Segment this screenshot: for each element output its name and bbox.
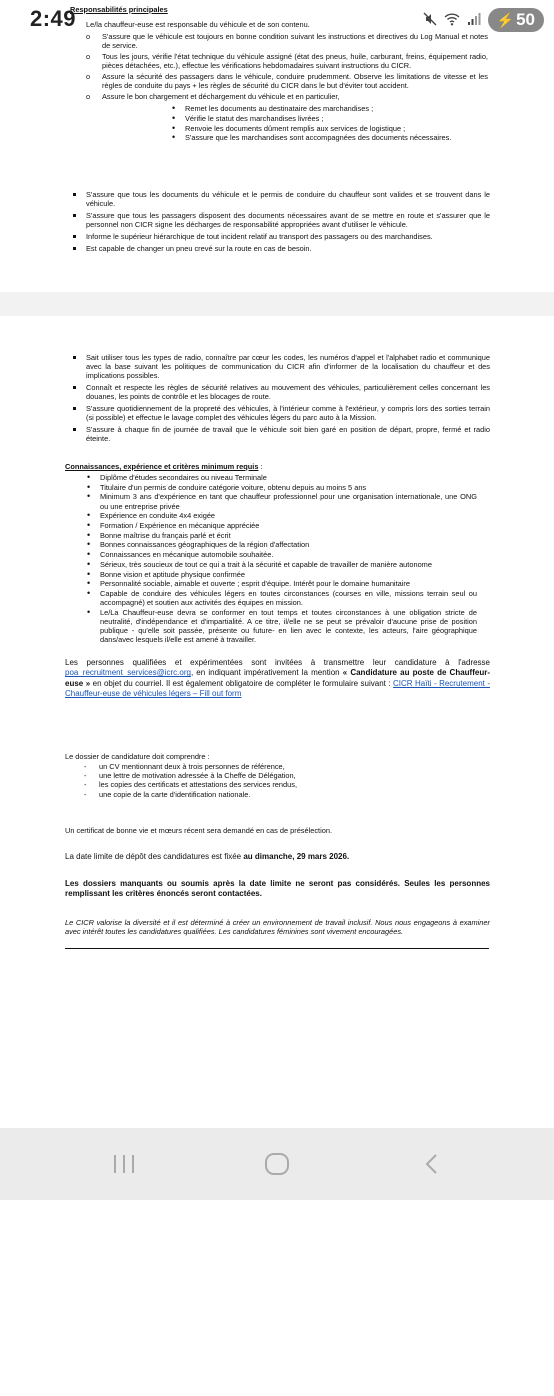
criteria-colon: : [258, 462, 263, 471]
dossier-intro: Le dossier de candidature doit comprendre : [65, 752, 210, 761]
list-item: • Remet les documents au destinataire des marchandises ; [172, 104, 488, 113]
list-item-text: une copie de la carte d'identification nationale. [99, 789, 251, 799]
list-item: S'assure à chaque fin de journée de travail que le véhicule soit bien garé en position de départ, propre, fermé et radio éteinte. [72, 425, 490, 443]
recruitment-email-link[interactable]: poa_recruitment_services@icrc.org [65, 668, 191, 678]
certificate-note: Un certificat de bonne vie et mœurs récent sera demandé en cas de présélection. [65, 826, 333, 835]
list-item: • Bonnes connaissances géographiques de la région d'affectation [87, 540, 477, 549]
list-item: • Le/La Chauffeur-euse devra se conformer en tout temps et toutes circonstances à une obligation stricte de neutralité, d'indépendance et d'impartialité. A ce titre, il/elle ne se peut se prévaloir d'aucune prise de position publique - qu'elle soit passée, présente ou future- en lien avec le contexte, les acteurs, l'aire géographique dans/avec lesquels il/elle est amené à travailler. [87, 608, 477, 645]
main-responsibilities-list [72, 190, 490, 255]
list-item: • Connaissances en mécanique automobile souhaitée. [87, 550, 477, 559]
document-page-1 [0, 0, 554, 292]
list-item-text: un CV mentionnant deux à trois personnes de référence, [99, 762, 285, 771]
list-item: Est capable de changer un pneu crevé sur la route en cas de besoin. [72, 244, 490, 253]
section-title-responsibilities: Responsabilités principales [70, 5, 168, 14]
list-item: o Assure la sécurité des passagers dans le véhicule, conduire prudemment. Observe les limitations de vitesse et les règles de conduite du pays + les règles de sécurité du CICR dans le but d'éviter tout accident. [86, 72, 488, 90]
list-item: S'assure quotidiennement de la propreté des véhicules, à l'intérieur comme à l'extérieur, y compris lors des sorties terrain (si possible) et effectue le lavage complet des véhicules légers du parc auto à la Mission. [72, 404, 490, 422]
back-button[interactable] [420, 1152, 450, 1176]
list-item: o Assure le bon chargement et déchargement du véhicule et en particulier, [86, 92, 488, 101]
battery-icon: ⚡ 50 [488, 8, 544, 32]
recents-button[interactable] [111, 1152, 141, 1176]
list-item: • Formation / Expérience en mécanique appréciée [87, 521, 477, 530]
list-item: - une lettre de motivation adressée à la Cheffe de Délégation, [84, 771, 296, 781]
application-form-link[interactable]: CICR Haïti - Recrutement - Chauffeur-euse de véhicules légers – Fill out form [65, 678, 490, 699]
warning-note: Les dossiers manquants ou soumis après la date limite ne seront pas considérés. Seules les personnes remplissant les critères énoncés seront contactées. [65, 879, 490, 899]
status-bar [0, 0, 554, 40]
apply-text: en objet du courriel. Il est également obligatoire de compléter le formulaire suivant : [90, 678, 394, 688]
list-item: Informe le supérieur hiérarchique de tout incident relatif au transport des passagers ou des marchandises. [72, 232, 490, 241]
list-item: • Diplôme d'études secondaires ou niveau Terminale [87, 473, 477, 482]
list-item-text: les copies des certificats et attestations des services rendus, [99, 780, 297, 790]
diversity-statement: Le CICR valorise la diversité et il est déterminé à créer un environnement de travail inclusif. Nous nous engageons à examiner avec intérêt toutes les candidatures qualifiées. Les candidatures féminines sont vivement encouragées. [65, 918, 490, 937]
list-item: • Titulaire d'un permis de conduire catégorie voiture, obtenu depuis au moins 5 ans [87, 483, 477, 492]
footer-divider [65, 948, 489, 949]
intro-line: Le/la chauffeur-euse est responsable du véhicule et de son contenu. [86, 20, 310, 29]
application-paragraph [65, 658, 490, 700]
list-item: - un CV mentionnant deux à trois personnes de référence, [84, 762, 285, 771]
criteria-title: Connaissances, expérience et critères minimum requis [65, 462, 259, 471]
list-item: Sait utiliser tous les types de radio, connaître par cœur les codes, les numéros d'appel et l'alphabet radio et communique avec la base suivant les politiques de communication du CICR afin d'informer de la localisation du chauffeur et des implications possibles. [72, 353, 490, 381]
criteria-heading [65, 462, 263, 471]
list-item: • Sérieux, très soucieux de tout ce qui a trait à la sécurité et capable de travailler de manière autonome [87, 560, 477, 569]
battery-level: 50 [516, 10, 535, 29]
status-clock: 2:49 [30, 6, 77, 31]
navigation-bar [0, 1128, 554, 1200]
list-item: S'assure que tous les documents du véhicule et le permis de conduire du chauffeur sont valides et se trouvent dans le véhicule. [72, 190, 490, 208]
recents-icon [111, 1152, 137, 1176]
apply-text: , en indiquant impérativement la mention [190, 668, 343, 678]
back-icon [420, 1152, 444, 1176]
list-item: • Personnalité sociable, aimable et ouverte ; esprit d'équipe. Intérêt pour le domaine humanitaire [87, 579, 477, 588]
list-item: • Capable de conduire des véhicules légers en toutes circonstances (courses en ville, missions terrain seul ou accompagné) et soutien aux activités des équipes en mission. [87, 589, 477, 607]
list-item: Connaît et respecte les règles de sécurité relatives au mouvement des véhicules, particulièrement celles concernant les douanes, les points de contrôle et les blocages de route. [72, 383, 490, 401]
deadline-date: au dimanche, 29 mars 2026. [243, 852, 350, 861]
list-item: • Expérience en conduite 4x4 exigée [87, 511, 477, 520]
list-item: - les copies des certificats et attestations des services rendus, [84, 780, 297, 790]
apply-mention: « Candidature au poste de Chauffeur-euse » [65, 668, 491, 688]
apply-text: Les personnes qualifiées et expérimentées sont invitées à transmettre leur candidature à l'adresse [65, 658, 490, 667]
list-item: • S'assure que les marchandises sont accompagnées des documents nécessaires. [172, 133, 488, 142]
criteria-list [87, 473, 477, 645]
signal-icon [467, 12, 481, 29]
mute-icon [423, 12, 437, 29]
list-item: o S'assure que le véhicule est toujours en bonne condition suivant les instructions et directives du Log Manual et notes de service. [86, 32, 488, 50]
list-item-text: une lettre de motivation adressée à la Cheffe de Délégation, [99, 771, 296, 781]
home-icon [262, 1152, 292, 1176]
list-item: S'assure que tous les passagers disposent des documents nécessaires avant de se mettre en route et s'assurer que le personnel non CICR signe les décharges de responsabilité appropriées avant d'utiliser le véhicule. [72, 211, 490, 229]
list-item: • Vérifie le statut des marchandises livrées ; [172, 114, 488, 123]
list-item: o Tous les jours, vérifie l'état technique du véhicule assigné (état des pneus, huile, carburant, freins, équipement radio, pièces détachées, etc.), effectue les vérifications hebdomadaires suivant instructions du CICR. [86, 52, 488, 70]
driver-duties-list [72, 353, 490, 446]
document-page-2 [0, 316, 554, 1396]
wifi-icon [444, 12, 460, 29]
list-item: • Bonne vision et aptitude physique confirmée [87, 570, 477, 579]
list-item: • Bonne maîtrise du français parlé et écrit [87, 531, 477, 540]
deadline-text: La date limite de dépôt des candidatures est fixée [65, 852, 244, 861]
list-item: - une copie de la carte d'identification nationale. [84, 789, 251, 799]
list-item: • Minimum 3 ans d'expérience en tant que chauffeur professionnel pour une organisation internationale, une ONG ou une entreprise privée [87, 492, 477, 510]
list-item: • Renvoie les documents dûment remplis aux services de logistique ; [172, 124, 488, 133]
dossier-list [84, 762, 484, 799]
status-icons [423, 8, 544, 32]
deadline-line [65, 852, 349, 861]
home-button[interactable] [262, 1152, 292, 1176]
